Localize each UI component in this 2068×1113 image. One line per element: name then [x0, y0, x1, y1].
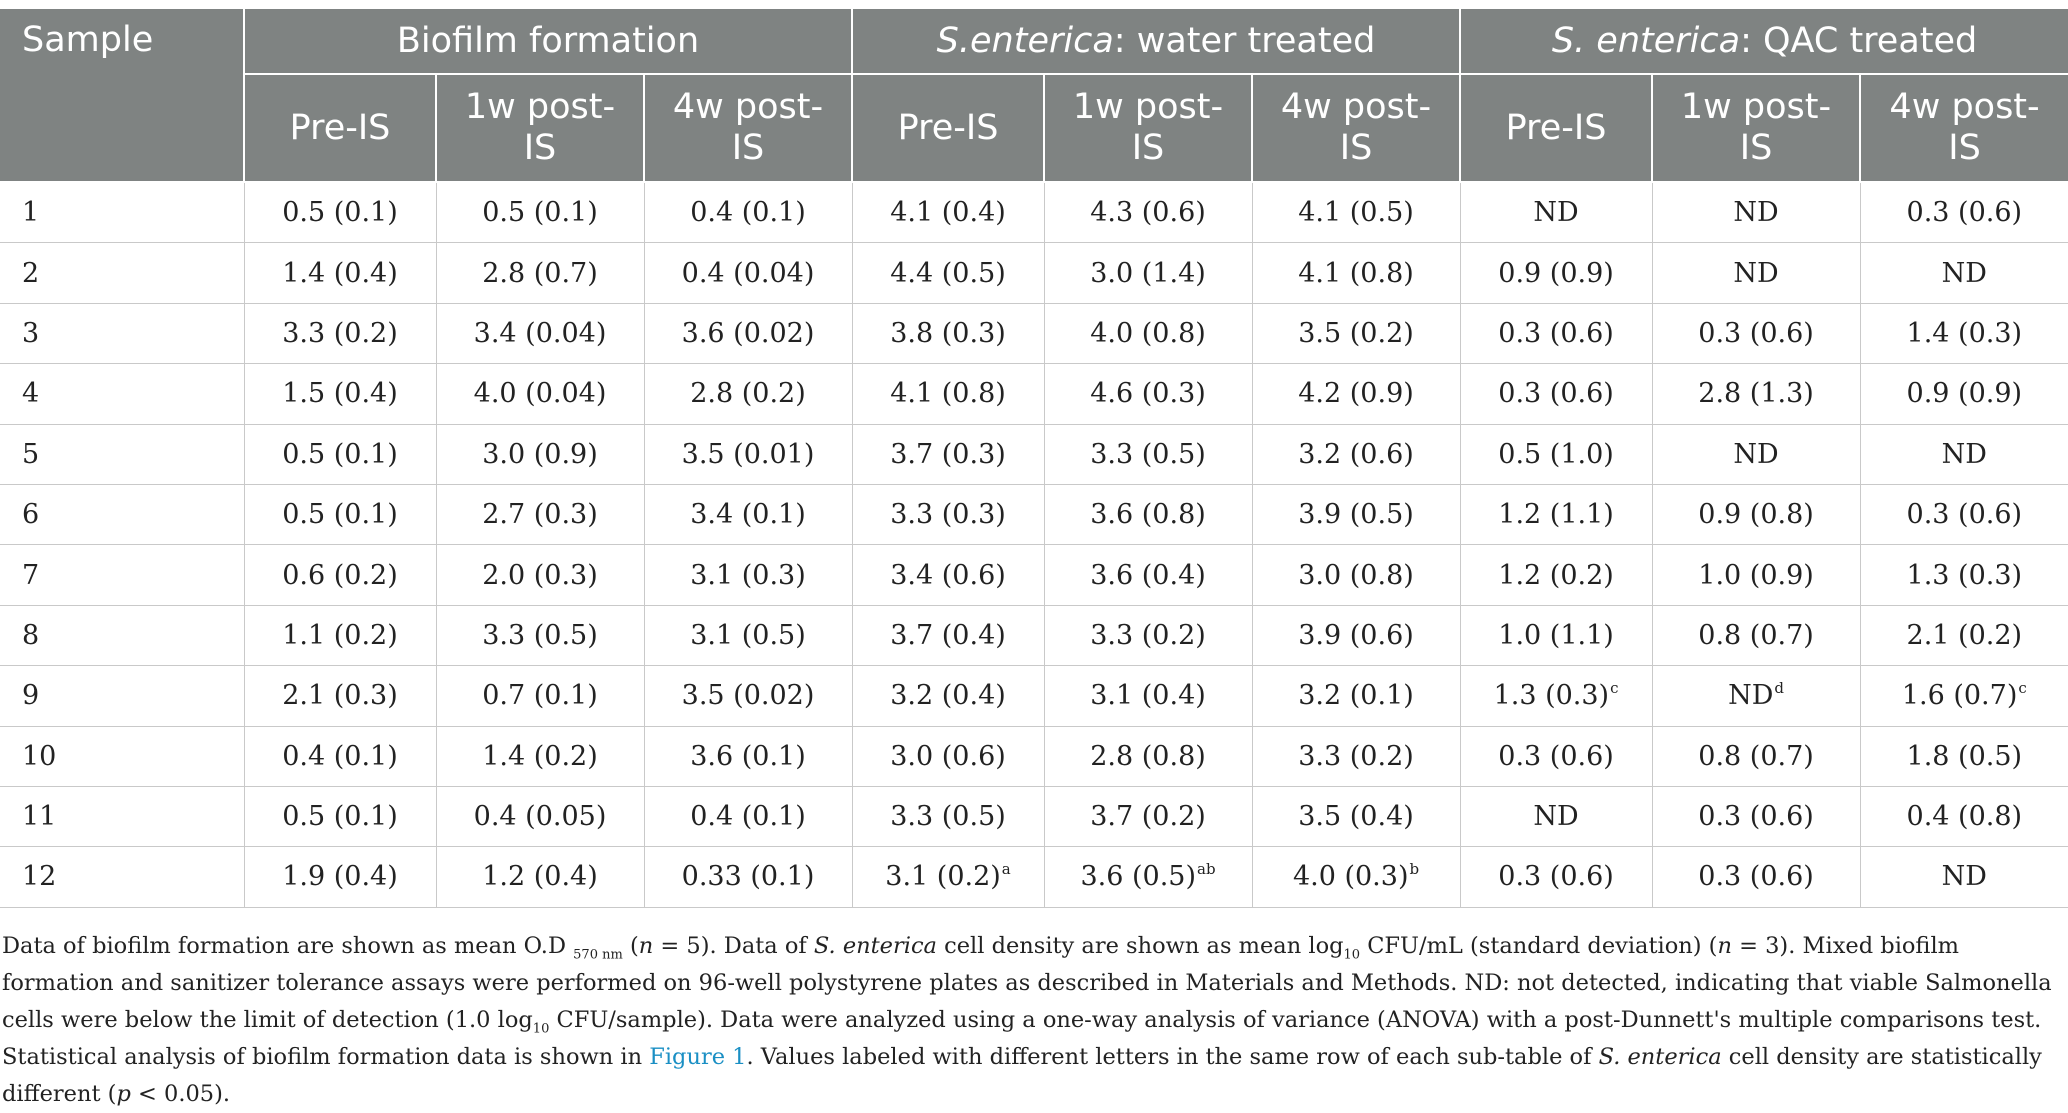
cell-value: 4.0 (0.04)	[473, 378, 607, 410]
footnote-text: Data of biofilm formation are shown as mean O.D	[2, 933, 566, 959]
cell-value: 3.6 (0.8)	[1090, 499, 1206, 531]
cell-value: 0.5 (0.1)	[282, 438, 398, 470]
cell-value: 1.5 (0.4)	[282, 378, 398, 410]
cell-value: 0.9 (0.9)	[1498, 257, 1614, 289]
significance-letter: b	[1409, 860, 1420, 879]
cell-value: ND	[1533, 197, 1579, 229]
data-cell	[1460, 182, 1652, 243]
data-cell	[1252, 303, 1460, 363]
data-cell	[1460, 303, 1652, 363]
data-cell	[1044, 364, 1252, 424]
data-cell	[436, 605, 644, 665]
footnote-text: < 0.05).	[130, 1081, 231, 1107]
data-cell	[1860, 666, 2068, 726]
data-cell	[1460, 786, 1652, 846]
data-cell	[436, 545, 644, 605]
cell-value: 0.3 (0.6)	[1698, 861, 1814, 893]
cell-value: 0.5 (0.1)	[282, 801, 398, 833]
footnote-italic: p	[116, 1081, 131, 1107]
cell-value: 0.3 (0.6)	[1498, 740, 1614, 772]
column-subheader: 1w post-IS	[1652, 74, 1860, 182]
data-cell	[1044, 605, 1252, 665]
cell-value: 0.9 (0.9)	[1906, 378, 2023, 410]
data-cell	[1652, 847, 1860, 907]
cell-value: ND	[1533, 801, 1579, 833]
data-cell	[1652, 786, 1860, 846]
sample-cell: 2	[0, 243, 244, 303]
cell-value: 3.0 (0.9)	[482, 438, 598, 470]
data-cell	[1652, 303, 1860, 363]
data-cell	[852, 605, 1044, 665]
cell-value: 4.3 (0.6)	[1090, 197, 1206, 229]
data-cell	[1860, 424, 2068, 484]
cell-value: 0.33 (0.1)	[681, 861, 815, 893]
cell-value: 3.4 (0.6)	[890, 559, 1006, 591]
footnote-text: cell density are shown as mean log	[936, 933, 1344, 959]
data-cell	[244, 847, 436, 907]
table-row	[0, 364, 2068, 424]
data-cell	[244, 424, 436, 484]
data-cell	[1860, 243, 2068, 303]
column-subheader: 1w post-IS	[436, 74, 644, 182]
data-cell	[1252, 605, 1460, 665]
sample-cell: 8	[0, 605, 244, 665]
footnote-italic: n	[638, 933, 654, 959]
column-subheader: 4w post-IS	[1860, 74, 2068, 182]
cell-value: 3.7 (0.2)	[1090, 801, 1206, 833]
data-cell	[852, 243, 1044, 303]
table-row	[0, 605, 2068, 665]
data-cell	[1652, 605, 1860, 665]
table-row	[0, 484, 2068, 544]
cell-value: 3.3 (0.3)	[890, 499, 1006, 531]
data-cell	[436, 303, 644, 363]
cell-value: 0.3 (0.6)	[1498, 317, 1614, 349]
group-label: Biofilm formation	[396, 20, 700, 61]
cell-value: 0.4 (0.1)	[690, 801, 806, 833]
cell-value: 3.1 (0.3)	[690, 559, 806, 591]
data-cell	[1252, 545, 1460, 605]
sample-cell: 1	[0, 182, 244, 243]
footnote-italic: n	[1717, 933, 1732, 959]
data-cell	[244, 182, 436, 243]
cell-value: 0.3 (0.6)	[1498, 378, 1614, 410]
cell-value: 1.0 (1.1)	[1498, 619, 1614, 651]
cell-value: 3.0 (0.8)	[1298, 559, 1414, 591]
cell-value: 3.1 (0.2)	[885, 861, 1001, 893]
cell-value: 1.2 (0.2)	[1498, 559, 1614, 591]
cell-value: 4.1 (0.5)	[1298, 197, 1414, 229]
cell-value: 2.8 (0.2)	[690, 378, 806, 410]
cell-value: 3.3 (0.5)	[1090, 438, 1206, 470]
cell-value: 3.6 (0.02)	[681, 317, 815, 349]
data-cell	[644, 847, 852, 907]
cell-value: 0.5 (0.1)	[282, 197, 398, 229]
data-cell	[852, 364, 1044, 424]
cell-value: 0.3 (0.6)	[1698, 317, 1814, 349]
data-cell	[852, 847, 1044, 907]
data-cell	[644, 303, 852, 363]
sample-cell: 5	[0, 424, 244, 484]
data-cell	[1860, 786, 2068, 846]
data-cell	[1460, 424, 1652, 484]
data-cell	[1460, 666, 1652, 726]
data-cell	[1652, 364, 1860, 424]
column-subheader: Pre-IS	[852, 74, 1044, 182]
data-cell	[644, 666, 852, 726]
cell-value: 3.3 (0.2)	[282, 317, 398, 349]
cell-value: 4.1 (0.8)	[1298, 257, 1414, 289]
cell-value: 0.8 (0.7)	[1698, 619, 1814, 651]
data-cell	[1860, 303, 2068, 363]
sample-cell: 12	[0, 847, 244, 907]
footnote-text: CFU/sample). Data were analyzed using a one-way analysis of variance (ANOVA) with a post-Dunnett's multiple comparisons test. Statistical analysis of biofilm formation data is shown in	[2, 1007, 2042, 1070]
column-subheader: 1w post-IS	[1044, 74, 1252, 182]
data-cell	[852, 303, 1044, 363]
cell-value: 1.2 (1.1)	[1498, 499, 1614, 531]
data-cell	[1044, 303, 1252, 363]
footnote-text: CFU/mL (standard deviation) (	[1360, 933, 1718, 959]
data-cell	[852, 424, 1044, 484]
table-row	[0, 666, 2068, 726]
data-table	[0, 9, 2068, 908]
data-cell	[1652, 484, 1860, 544]
cell-value: 1.4 (0.3)	[1906, 317, 2023, 349]
data-cell	[644, 484, 852, 544]
significance-letter: a	[1001, 860, 1011, 879]
significance-letter: c	[1610, 679, 1619, 698]
cell-value: 3.2 (0.1)	[1298, 680, 1414, 712]
cell-value: 0.9 (0.8)	[1698, 499, 1814, 531]
cell-value: 3.2 (0.4)	[890, 680, 1006, 712]
data-cell	[1044, 726, 1252, 786]
data-cell	[644, 243, 852, 303]
cell-value: 4.0 (0.3)	[1292, 861, 1409, 893]
column-subheader: 4w post-IS	[644, 74, 852, 182]
data-cell	[436, 182, 644, 243]
table-row	[0, 243, 2068, 303]
table-row	[0, 847, 2068, 907]
sample-cell: 7	[0, 545, 244, 605]
data-cell	[1860, 847, 2068, 907]
data-cell	[1044, 666, 1252, 726]
data-cell	[1252, 726, 1460, 786]
data-cell	[244, 726, 436, 786]
cell-value: 2.8 (1.3)	[1698, 378, 1814, 410]
table-row	[0, 545, 2068, 605]
table-row	[0, 424, 2068, 484]
column-subheader: Pre-IS	[244, 74, 436, 182]
data-cell	[1460, 847, 1652, 907]
data-cell	[852, 545, 1044, 605]
data-cell	[436, 666, 644, 726]
cell-value: 4.0 (0.8)	[1090, 317, 1206, 349]
cell-value: 3.1 (0.5)	[690, 619, 806, 651]
group-header-water	[852, 9, 1460, 74]
data-cell	[1044, 786, 1252, 846]
cell-value: 0.3 (0.6)	[1498, 861, 1614, 893]
cell-value: 3.4 (0.04)	[473, 317, 607, 349]
cell-value: 3.2 (0.6)	[1298, 438, 1414, 470]
cell-value: 2.0 (0.3)	[482, 559, 598, 591]
footnote-text: (	[622, 933, 639, 959]
data-cell	[244, 545, 436, 605]
data-cell	[1044, 182, 1252, 243]
cell-value: 3.9 (0.5)	[1298, 499, 1414, 531]
sample-cell: 3	[0, 303, 244, 363]
data-cell	[1460, 605, 1652, 665]
data-cell	[436, 847, 644, 907]
data-cell	[436, 484, 644, 544]
data-cell	[436, 786, 644, 846]
data-cell	[852, 666, 1044, 726]
group-label-italic: S.enterica	[936, 20, 1114, 61]
data-cell	[852, 484, 1044, 544]
cell-value: 0.5 (0.1)	[482, 197, 598, 229]
cell-value: 3.5 (0.02)	[681, 680, 815, 712]
cell-value: 0.6 (0.2)	[282, 559, 398, 591]
column-subheader: Pre-IS	[1460, 74, 1652, 182]
cell-value: 1.1 (0.2)	[282, 619, 398, 651]
sample-cell: 6	[0, 484, 244, 544]
data-cell	[1460, 484, 1652, 544]
data-cell	[1460, 364, 1652, 424]
cell-value: 1.3 (0.3)	[1493, 680, 1610, 712]
cell-value: 2.7 (0.3)	[482, 499, 598, 531]
data-cell	[1652, 182, 1860, 243]
cell-value: 3.1 (0.4)	[1090, 680, 1206, 712]
footnote-subscript: 570 nm	[573, 947, 623, 963]
data-cell	[644, 545, 852, 605]
data-cell	[1460, 243, 1652, 303]
cell-value: 0.5 (0.1)	[282, 499, 398, 531]
cell-value: 1.6 (0.7)	[1901, 680, 2018, 712]
sample-cell: 4	[0, 364, 244, 424]
cell-value: 3.6 (0.1)	[690, 740, 806, 772]
cell-value: 3.9 (0.6)	[1298, 619, 1414, 651]
data-cell	[1652, 243, 1860, 303]
data-cell	[1652, 424, 1860, 484]
cell-value: 0.7 (0.1)	[482, 680, 598, 712]
data-cell	[1044, 243, 1252, 303]
table-row	[0, 786, 2068, 846]
data-cell	[1044, 484, 1252, 544]
group-header-biofilm	[244, 9, 852, 74]
subheader-row	[0, 74, 2068, 182]
footnote-subscript: 10	[1343, 947, 1361, 963]
data-cell	[1044, 424, 1252, 484]
cell-value: ND	[1728, 680, 1774, 712]
significance-letter: d	[1774, 679, 1784, 698]
data-cell	[852, 182, 1044, 243]
data-cell	[1460, 545, 1652, 605]
group-label-rest: : QAC treated	[1740, 20, 1978, 61]
cell-value: 3.3 (0.2)	[1090, 619, 1206, 651]
cell-value: 1.0 (0.9)	[1698, 559, 1814, 591]
table-footnote	[2, 928, 2062, 1113]
sample-cell: 10	[0, 726, 244, 786]
header-group-row	[0, 9, 2068, 74]
data-cell	[244, 364, 436, 424]
cell-value: 3.5 (0.4)	[1298, 801, 1414, 833]
data-cell	[1252, 847, 1460, 907]
data-cell	[244, 666, 436, 726]
table-body	[0, 182, 2068, 907]
cell-value: 0.3 (0.6)	[1906, 197, 2023, 229]
cell-value: 1.3 (0.3)	[1906, 559, 2023, 591]
data-cell	[1044, 847, 1252, 907]
cell-value: ND	[1941, 257, 1987, 289]
data-cell	[244, 605, 436, 665]
data-cell	[1652, 726, 1860, 786]
data-cell	[1860, 364, 2068, 424]
data-cell	[1860, 545, 2068, 605]
data-cell	[852, 726, 1044, 786]
cell-value: 3.7 (0.3)	[890, 438, 1006, 470]
data-cell	[1860, 182, 2068, 243]
sample-cell: 11	[0, 786, 244, 846]
cell-value: 0.3 (0.6)	[1906, 499, 2023, 531]
footnote-subscript: 10	[532, 1021, 550, 1037]
group-label-italic: S. enterica	[1551, 20, 1741, 61]
data-cell	[244, 786, 436, 846]
data-cell	[852, 786, 1044, 846]
figure-1-link[interactable]: Figure 1	[649, 1044, 747, 1070]
cell-value: 4.4 (0.5)	[890, 257, 1006, 289]
data-cell	[1252, 424, 1460, 484]
significance-letter: c	[2018, 679, 2027, 698]
cell-value: 0.4 (0.04)	[681, 257, 815, 289]
cell-value: 3.5 (0.2)	[1298, 317, 1414, 349]
cell-value: 3.3 (0.2)	[1298, 740, 1414, 772]
table-row	[0, 182, 2068, 243]
data-cell	[436, 364, 644, 424]
cell-value: 1.8 (0.5)	[1906, 740, 2023, 772]
data-cell	[1252, 182, 1460, 243]
cell-value: ND	[1733, 438, 1779, 470]
cell-value: 3.3 (0.5)	[890, 801, 1006, 833]
data-cell	[1252, 243, 1460, 303]
cell-value: 3.6 (0.5)	[1080, 861, 1196, 893]
cell-value: 0.3 (0.6)	[1698, 801, 1814, 833]
cell-value: 4.6 (0.3)	[1090, 378, 1206, 410]
cell-value: 1.4 (0.2)	[482, 740, 598, 772]
cell-value: 2.8 (0.7)	[482, 257, 598, 289]
cell-value: 1.4 (0.4)	[282, 257, 398, 289]
table-row	[0, 303, 2068, 363]
cell-value: ND	[1941, 438, 1987, 470]
footnote-text: . Values labeled with different letters in the same row of each sub-table of	[746, 1044, 1599, 1070]
cell-value: ND	[1941, 861, 1987, 893]
data-cell	[1252, 786, 1460, 846]
data-cell	[1252, 364, 1460, 424]
cell-value: 0.4 (0.1)	[690, 197, 806, 229]
data-cell	[1860, 484, 2068, 544]
data-cell	[1652, 545, 1860, 605]
cell-value: 2.1 (0.3)	[282, 680, 398, 712]
cell-value: 3.0 (1.4)	[1090, 257, 1206, 289]
sample-cell: 9	[0, 666, 244, 726]
group-label-rest: : water treated	[1113, 20, 1376, 61]
cell-value: ND	[1733, 197, 1779, 229]
cell-value: 2.8 (0.8)	[1090, 740, 1206, 772]
data-cell	[244, 303, 436, 363]
footnote-text: cell density are statistically different (	[2, 1044, 2042, 1107]
cell-value: 3.6 (0.4)	[1090, 559, 1206, 591]
data-cell	[1460, 726, 1652, 786]
data-cell	[1252, 484, 1460, 544]
data-cell	[1044, 545, 1252, 605]
data-cell	[644, 182, 852, 243]
cell-value: 4.1 (0.4)	[890, 197, 1006, 229]
cell-value: 2.1 (0.2)	[1906, 619, 2023, 651]
footnote-text: = 3). Mixed biofilm formation and sanitizer tolerance assays were performed on 96-well polystyrene plates as described in Materials and Methods. ND: not detected, indicating that viable Salmonella cells were below the limit of detection (1.0 log	[2, 933, 2052, 1033]
footnote-text: = 5). Data of	[653, 933, 814, 959]
footnote-italic: S. enterica	[1598, 1044, 1722, 1070]
data-cell	[644, 726, 852, 786]
data-cell	[644, 786, 852, 846]
group-header-qac	[1460, 9, 2068, 74]
data-cell	[644, 364, 852, 424]
cell-value: 3.0 (0.6)	[890, 740, 1006, 772]
data-cell	[244, 484, 436, 544]
cell-value: 0.4 (0.8)	[1906, 801, 2023, 833]
data-cell	[1652, 666, 1860, 726]
data-cell	[644, 424, 852, 484]
significance-letter: ab	[1197, 860, 1216, 879]
table-row	[0, 726, 2068, 786]
cell-value: 3.4 (0.1)	[690, 499, 806, 531]
data-cell	[436, 726, 644, 786]
sample-column-header: Sample	[0, 9, 244, 182]
footnote-italic: S. enterica	[813, 933, 937, 959]
cell-value: 3.8 (0.3)	[890, 317, 1006, 349]
column-subheader: 4w post-IS	[1252, 74, 1460, 182]
cell-value: 4.2 (0.9)	[1298, 378, 1414, 410]
cell-value: 4.1 (0.8)	[890, 378, 1006, 410]
data-cell	[1860, 605, 2068, 665]
cell-value: ND	[1733, 257, 1779, 289]
cell-value: 0.4 (0.1)	[282, 740, 398, 772]
data-cell	[244, 243, 436, 303]
cell-value: 1.2 (0.4)	[482, 861, 598, 893]
data-cell	[436, 243, 644, 303]
cell-value: 3.3 (0.5)	[482, 619, 598, 651]
data-cell	[436, 424, 644, 484]
cell-value: 0.5 (1.0)	[1498, 438, 1614, 470]
data-cell	[644, 605, 852, 665]
cell-value: 0.4 (0.05)	[473, 801, 607, 833]
data-cell	[1860, 726, 2068, 786]
cell-value: 0.8 (0.7)	[1698, 740, 1814, 772]
data-cell	[1252, 666, 1460, 726]
cell-value: 1.9 (0.4)	[282, 861, 398, 893]
cell-value: 3.5 (0.01)	[681, 438, 815, 470]
cell-value: 3.7 (0.4)	[890, 619, 1006, 651]
